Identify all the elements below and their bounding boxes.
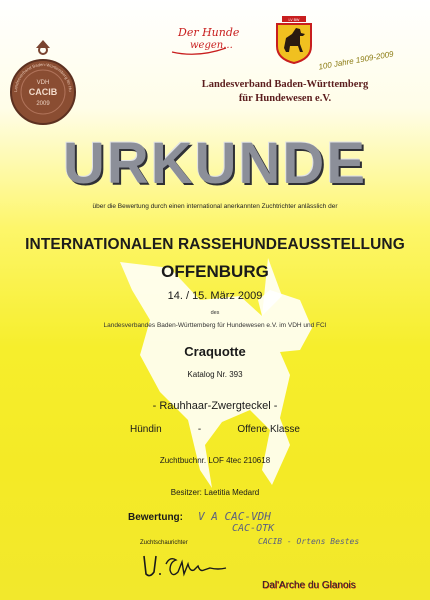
rating-handwritten-2: CAC-OTK — [232, 523, 275, 534]
crest-badge-text: LV BW — [288, 18, 300, 22]
judge-signature — [140, 548, 230, 582]
association-name — [150, 78, 420, 106]
dog-crest-icon — [274, 16, 314, 64]
rating-label: Bewertung: — [128, 512, 183, 523]
slogan-line-1: Der Hunde — [178, 26, 240, 39]
slogan-line-2: wegen... — [190, 40, 233, 51]
show-class: Offene Klasse — [237, 424, 300, 435]
show-name: INTERNATIONALEN RASSEHUNDEAUSSTELLUNG — [25, 236, 405, 253]
des-text: des — [210, 310, 220, 316]
slogan-logo — [168, 22, 260, 60]
rating-handwritten-3: CACIB - Ortens Bestes — [258, 537, 360, 546]
rating-handwritten-1: V A CAC-VDH — [198, 510, 271, 523]
organizer-text: Landesverbandes Baden-Württemberg für Hundewesen e.V. im VDH und FCI — [103, 322, 327, 329]
separator: - — [197, 424, 202, 435]
medal-ring-text: Landesverband Baden-Württemberg für Hu — [12, 61, 74, 93]
sex-and-class — [130, 424, 300, 435]
show-date: 14. / 15. März 2009 — [167, 290, 263, 302]
studbook-number: Zuchtbuchnr. LOF 4tec 210618 — [159, 456, 271, 465]
association-line-2: für Hundewesen e.V. — [238, 93, 332, 104]
dog-name: Craquotte — [184, 344, 246, 359]
show-city: OFFENBURG — [161, 262, 269, 281]
certificate-title: URKUNDE — [63, 131, 367, 196]
catalog-number: Katalog Nr. 393 — [187, 370, 243, 379]
dog-sex: Hündin — [130, 424, 162, 435]
kennel-name: Dal'Arche du Glanois — [262, 580, 356, 591]
jubilee-text: 100 Jahre 1909-2009 — [317, 49, 395, 72]
breed: - Rauhhaar-Zwergteckel - — [152, 400, 278, 412]
medal-year: 2009 — [36, 101, 50, 107]
medal-mid-text: CACIB — [28, 87, 58, 97]
association-line-1: Landesverband Baden-Württemberg — [201, 79, 369, 90]
cacib-medal — [10, 40, 76, 128]
judge-label: Zuchtschaurichter — [140, 540, 188, 546]
owner: Besitzer: Laetitia Medard — [170, 488, 260, 497]
intro-text: über die Bewertung durch einen international anerkannten Zuchtrichter anlässlich der — [92, 203, 338, 210]
medal-top-text: VDH — [36, 80, 50, 86]
